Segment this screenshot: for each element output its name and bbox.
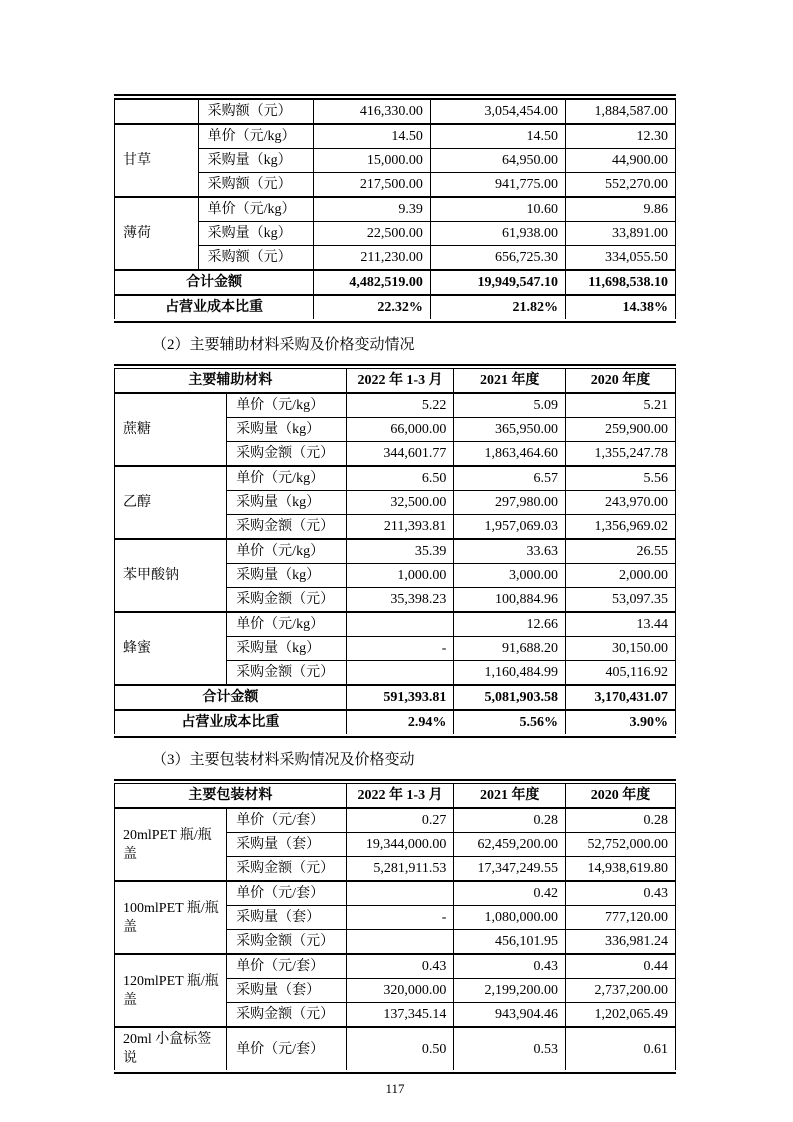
value-cell: 17,347,249.55 bbox=[454, 857, 566, 882]
metric-cell: 单价（元/kg） bbox=[198, 124, 314, 149]
material-cell: 蔗糖 bbox=[115, 393, 227, 466]
value-cell: 0.42 bbox=[454, 881, 566, 906]
value-cell: 0.43 bbox=[346, 954, 454, 979]
metric-cell: 采购金额（元） bbox=[227, 930, 346, 955]
value-cell: 1,080,000.00 bbox=[454, 906, 566, 930]
metric-cell: 单价（元/套） bbox=[227, 1027, 346, 1070]
value-cell: 15,000.00 bbox=[314, 149, 431, 173]
metric-cell: 采购金额（元） bbox=[227, 661, 346, 686]
value-cell: 6.57 bbox=[454, 466, 566, 491]
metric-cell: 采购量（kg） bbox=[227, 564, 346, 588]
material-cell: 蜂蜜 bbox=[115, 612, 227, 685]
raw-materials-table-wrap bbox=[114, 94, 676, 323]
total-value-cell: 591,393.81 bbox=[346, 685, 454, 710]
value-cell: 1,957,069.03 bbox=[454, 515, 566, 540]
total-value-cell: 19,949,547.10 bbox=[430, 270, 565, 295]
table-row bbox=[115, 1027, 676, 1070]
value-cell: 33.63 bbox=[454, 539, 566, 564]
value-cell: 365,950.00 bbox=[454, 418, 566, 442]
total-value-cell: 2.94% bbox=[346, 710, 454, 734]
value-cell: 0.50 bbox=[346, 1027, 454, 1070]
total-value-cell: 3.90% bbox=[566, 710, 676, 734]
value-cell: 5.09 bbox=[454, 393, 566, 418]
value-cell: 0.43 bbox=[454, 954, 566, 979]
total-value-cell: 3,170,431.07 bbox=[566, 685, 676, 710]
metric-cell: 采购额（元） bbox=[198, 173, 314, 198]
value-cell: 2,737,200.00 bbox=[566, 979, 676, 1003]
value-cell: 0.44 bbox=[566, 954, 676, 979]
material-cell: 100mlPET 瓶/瓶盖 bbox=[115, 881, 227, 954]
value-cell: 66,000.00 bbox=[346, 418, 454, 442]
value-cell bbox=[346, 612, 454, 637]
metric-cell: 单价（元/kg） bbox=[227, 539, 346, 564]
metric-cell: 采购额（元） bbox=[198, 99, 314, 124]
table-header-row bbox=[115, 784, 676, 809]
metric-cell: 采购量（kg） bbox=[198, 149, 314, 173]
value-cell: - bbox=[346, 906, 454, 930]
metric-cell: 单价（元/kg） bbox=[227, 393, 346, 418]
value-cell: 1,355,247.78 bbox=[566, 442, 676, 467]
value-cell: 30,150.00 bbox=[566, 637, 676, 661]
material-cell: 120mlPET 瓶/瓶盖 bbox=[115, 954, 227, 1027]
raw-materials-table-continued bbox=[114, 98, 676, 319]
total-label-cell: 合计金额 bbox=[115, 270, 314, 295]
metric-cell: 单价（元/套） bbox=[227, 808, 346, 833]
year-header-cell: 2022 年 1-3 月 bbox=[346, 784, 454, 809]
table-row bbox=[115, 149, 676, 173]
year-header-cell: 2022 年 1-3 月 bbox=[346, 369, 454, 394]
material-cell: 甘草 bbox=[115, 124, 199, 197]
section-heading-2: （2）主要辅助材料采购及价格变动情况 bbox=[152, 337, 415, 353]
table-header-row bbox=[115, 369, 676, 394]
total-value-cell: 5,081,903.58 bbox=[454, 685, 566, 710]
value-cell: 9.39 bbox=[314, 197, 431, 222]
year-header-cell: 2020 年度 bbox=[566, 784, 676, 809]
value-cell: 62,459,200.00 bbox=[454, 833, 566, 857]
table-row bbox=[115, 466, 676, 491]
value-cell: 91,688.20 bbox=[454, 637, 566, 661]
value-cell: 3,000.00 bbox=[454, 564, 566, 588]
auxiliary-materials-table-wrap bbox=[114, 364, 676, 738]
value-cell: 2,000.00 bbox=[566, 564, 676, 588]
value-cell: 14.50 bbox=[314, 124, 431, 149]
value-cell: 13.44 bbox=[566, 612, 676, 637]
metric-cell: 采购金额（元） bbox=[227, 515, 346, 540]
material-cell: 20ml 小盒标签说 bbox=[115, 1027, 227, 1070]
table-row bbox=[115, 222, 676, 246]
metric-cell: 单价（元/套） bbox=[227, 881, 346, 906]
value-cell: 19,344,000.00 bbox=[346, 833, 454, 857]
table-row bbox=[115, 881, 676, 906]
value-cell: 243,970.00 bbox=[566, 491, 676, 515]
metric-cell: 单价（元/kg） bbox=[227, 466, 346, 491]
value-cell: 552,270.00 bbox=[566, 173, 676, 198]
value-cell: 5.22 bbox=[346, 393, 454, 418]
value-cell: 44,900.00 bbox=[566, 149, 676, 173]
value-cell: 35,398.23 bbox=[346, 588, 454, 613]
total-row bbox=[115, 295, 676, 319]
value-cell: 22,500.00 bbox=[314, 222, 431, 246]
value-cell: 14.50 bbox=[430, 124, 565, 149]
metric-cell: 采购量（kg） bbox=[198, 222, 314, 246]
table-row bbox=[115, 173, 676, 198]
material-cell: 薄荷 bbox=[115, 197, 199, 270]
table-row bbox=[115, 954, 676, 979]
value-cell: 1,000.00 bbox=[346, 564, 454, 588]
value-cell bbox=[346, 930, 454, 955]
value-cell: 32,500.00 bbox=[346, 491, 454, 515]
metric-cell: 采购量（套） bbox=[227, 833, 346, 857]
value-cell: 0.28 bbox=[454, 808, 566, 833]
value-cell: 1,202,065.49 bbox=[566, 1003, 676, 1028]
value-cell: 35.39 bbox=[346, 539, 454, 564]
metric-cell: 单价（元/kg） bbox=[227, 612, 346, 637]
packaging-materials-table bbox=[114, 783, 676, 1070]
value-cell: 320,000.00 bbox=[346, 979, 454, 1003]
value-cell: 656,725.30 bbox=[430, 246, 565, 271]
table-row bbox=[115, 393, 676, 418]
value-cell: 9.86 bbox=[566, 197, 676, 222]
material-cell: 乙醇 bbox=[115, 466, 227, 539]
metric-cell: 单价（元/套） bbox=[227, 954, 346, 979]
value-cell: 344,601.77 bbox=[346, 442, 454, 467]
table-header-cell: 主要辅助材料 bbox=[115, 369, 347, 394]
value-cell: 137,345.14 bbox=[346, 1003, 454, 1028]
value-cell: 6.50 bbox=[346, 466, 454, 491]
value-cell: 405,116.92 bbox=[566, 661, 676, 686]
value-cell: 12.66 bbox=[454, 612, 566, 637]
value-cell: 941,775.00 bbox=[430, 173, 565, 198]
table-row bbox=[115, 99, 676, 124]
metric-cell: 采购金额（元） bbox=[227, 588, 346, 613]
table-row bbox=[115, 246, 676, 271]
value-cell: 12.30 bbox=[566, 124, 676, 149]
value-cell: 0.43 bbox=[566, 881, 676, 906]
value-cell: 334,055.50 bbox=[566, 246, 676, 271]
metric-cell: 采购额（元） bbox=[198, 246, 314, 271]
value-cell: 0.61 bbox=[566, 1027, 676, 1070]
value-cell: 64,950.00 bbox=[430, 149, 565, 173]
value-cell: 1,356,969.02 bbox=[566, 515, 676, 540]
value-cell: 14,938,619.80 bbox=[566, 857, 676, 882]
total-value-cell: 22.32% bbox=[314, 295, 431, 319]
total-row bbox=[115, 710, 676, 734]
total-row bbox=[115, 685, 676, 710]
value-cell: 52,752,000.00 bbox=[566, 833, 676, 857]
total-value-cell: 21.82% bbox=[430, 295, 565, 319]
value-cell: 5,281,911.53 bbox=[346, 857, 454, 882]
value-cell: 943,904.46 bbox=[454, 1003, 566, 1028]
metric-cell: 采购量（kg） bbox=[227, 418, 346, 442]
value-cell: 211,393.81 bbox=[346, 515, 454, 540]
value-cell: 53,097.35 bbox=[566, 588, 676, 613]
material-cell bbox=[115, 99, 199, 124]
year-header-cell: 2021 年度 bbox=[454, 784, 566, 809]
page-number: 117 bbox=[385, 1081, 405, 1096]
table-row bbox=[115, 539, 676, 564]
metric-cell: 采购量（kg） bbox=[227, 491, 346, 515]
metric-cell: 采购量（kg） bbox=[227, 637, 346, 661]
metric-cell: 采购金额（元） bbox=[227, 857, 346, 882]
value-cell: 416,330.00 bbox=[314, 99, 431, 124]
value-cell: 1,160,484.99 bbox=[454, 661, 566, 686]
value-cell: 1,884,587.00 bbox=[566, 99, 676, 124]
value-cell: 10.60 bbox=[430, 197, 565, 222]
value-cell: 61,938.00 bbox=[430, 222, 565, 246]
value-cell: 3,054,454.00 bbox=[430, 99, 565, 124]
table-row bbox=[115, 808, 676, 833]
total-row bbox=[115, 270, 676, 295]
section-heading-3: （3）主要包装材料采购情况及价格变动 bbox=[152, 752, 415, 768]
value-cell: 100,884.96 bbox=[454, 588, 566, 613]
metric-cell: 采购金额（元） bbox=[227, 442, 346, 467]
value-cell: 211,230.00 bbox=[314, 246, 431, 271]
table-row bbox=[115, 124, 676, 149]
total-label-cell: 占营业成本比重 bbox=[115, 710, 347, 734]
table-row bbox=[115, 197, 676, 222]
value-cell: 5.56 bbox=[566, 466, 676, 491]
table-row bbox=[115, 612, 676, 637]
total-value-cell: 5.56% bbox=[454, 710, 566, 734]
material-cell: 20mlPET 瓶/瓶盖 bbox=[115, 808, 227, 881]
value-cell: 0.28 bbox=[566, 808, 676, 833]
value-cell: 1,863,464.60 bbox=[454, 442, 566, 467]
value-cell: 2,199,200.00 bbox=[454, 979, 566, 1003]
value-cell: - bbox=[346, 637, 454, 661]
total-value-cell: 11,698,538.10 bbox=[566, 270, 676, 295]
value-cell bbox=[346, 661, 454, 686]
value-cell bbox=[346, 881, 454, 906]
value-cell: 297,980.00 bbox=[454, 491, 566, 515]
total-value-cell: 14.38% bbox=[566, 295, 676, 319]
year-header-cell: 2021 年度 bbox=[454, 369, 566, 394]
value-cell: 33,891.00 bbox=[566, 222, 676, 246]
total-label-cell: 合计金额 bbox=[115, 685, 347, 710]
value-cell: 336,981.24 bbox=[566, 930, 676, 955]
year-header-cell: 2020 年度 bbox=[566, 369, 676, 394]
table-header-cell: 主要包装材料 bbox=[115, 784, 347, 809]
value-cell: 259,900.00 bbox=[566, 418, 676, 442]
metric-cell: 采购量（套） bbox=[227, 906, 346, 930]
value-cell: 456,101.95 bbox=[454, 930, 566, 955]
total-label-cell: 占营业成本比重 bbox=[115, 295, 314, 319]
metric-cell: 采购量（套） bbox=[227, 979, 346, 1003]
metric-cell: 单价（元/kg） bbox=[198, 197, 314, 222]
value-cell: 5.21 bbox=[566, 393, 676, 418]
metric-cell: 采购金额（元） bbox=[227, 1003, 346, 1028]
value-cell: 0.27 bbox=[346, 808, 454, 833]
value-cell: 777,120.00 bbox=[566, 906, 676, 930]
total-value-cell: 4,482,519.00 bbox=[314, 270, 431, 295]
value-cell: 0.53 bbox=[454, 1027, 566, 1070]
packaging-materials-table-wrap bbox=[114, 779, 676, 1074]
value-cell: 217,500.00 bbox=[314, 173, 431, 198]
material-cell: 苯甲酸钠 bbox=[115, 539, 227, 612]
auxiliary-materials-table bbox=[114, 368, 676, 734]
value-cell: 26.55 bbox=[566, 539, 676, 564]
